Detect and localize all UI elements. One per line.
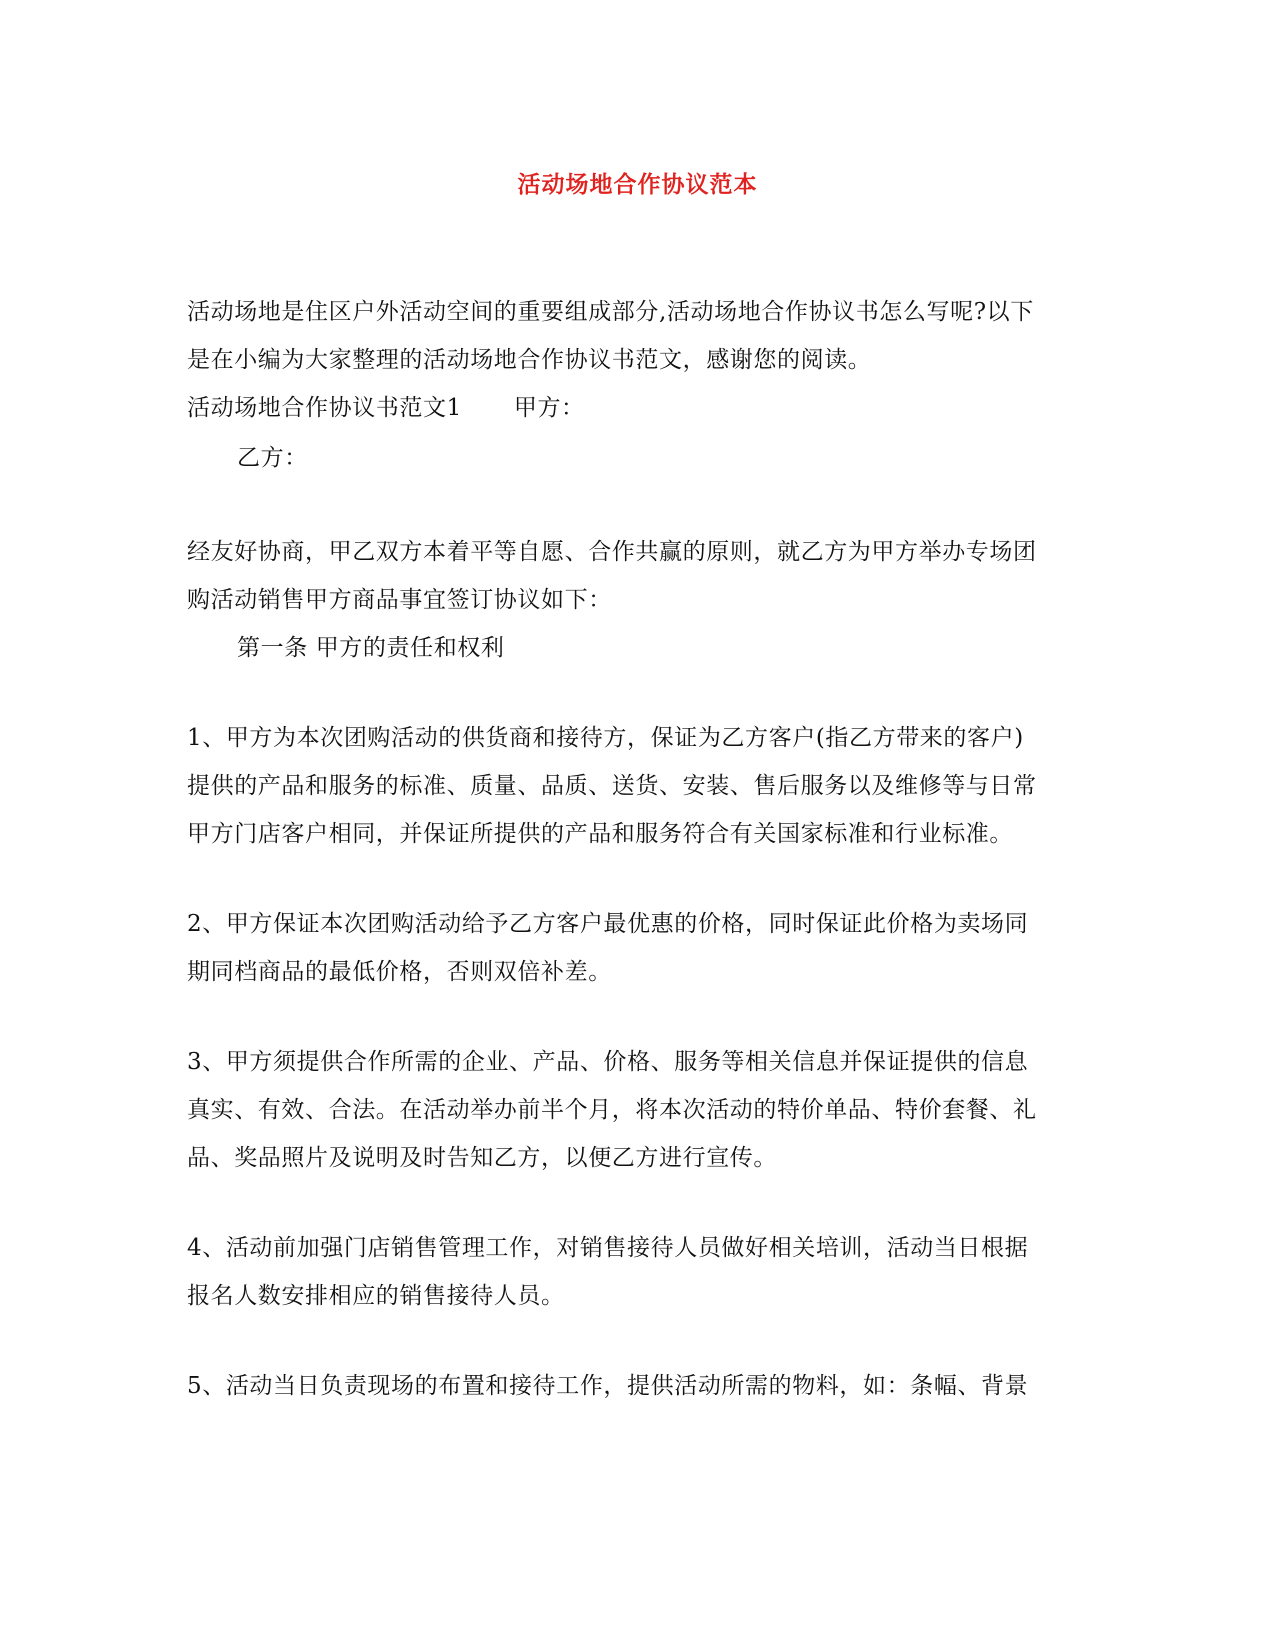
sample-heading: 活动场地合作协议书范文1 [187,395,462,421]
preamble-line-2: 购活动销售甲方商品事宜签订协议如下： [187,587,612,613]
clause-2-line-1: 2、甲方保证本次团购活动给予乙方客户最优惠的价格，同时保证此价格为卖场同 [187,911,1029,937]
article-1-heading: 第一条 甲方的责任和权利 [237,635,505,661]
clause-4-line-2: 报名人数安排相应的销售接待人员。 [187,1283,565,1309]
party-b-label: 乙方： [237,445,308,471]
document-title: 活动场地合作协议范本 [517,171,758,198]
party-a-label: 甲方： [513,395,585,421]
preamble-line-1: 经友好协商，甲乙双方本着平等自愿、合作共赢的原则，就乙方为甲方举办专场团 [187,539,1037,565]
clause-1-line-2: 提供的产品和服务的标准、质量、品质、送货、安装、售后服务以及维修等与日常 [187,773,1037,799]
clause-1-line-1: 1、甲方为本次团购活动的供货商和接待方，保证为乙方客户(指乙方带来的客户) [187,725,1024,751]
clause-5-line-1: 5、活动当日负责现场的布置和接待工作，提供活动所需的物料，如：条幅、背景 [187,1373,1029,1399]
clause-3-line-2: 真实、有效、合法。在活动举办前半个月，将本次活动的特价单品、特价套餐、礼 [187,1097,1037,1123]
clause-2-line-2: 期同档商品的最低价格，否则双倍补差。 [187,959,612,985]
intro-line-1: 活动场地是住区户外活动空间的重要组成部分,活动场地合作协议书怎么写呢?以下 [187,299,1034,325]
intro-line-2: 是在小编为大家整理的活动场地合作协议书范文，感谢您的阅读。 [187,347,872,373]
clause-3-line-3: 品、奖品照片及说明及时告知乙方，以便乙方进行宣传。 [187,1145,777,1171]
clause-1-line-3: 甲方门店客户相同，并保证所提供的产品和服务符合有关国家标准和行业标准。 [187,821,1013,847]
clause-3-line-1: 3、甲方须提供合作所需的企业、产品、价格、服务等相关信息并保证提供的信息 [187,1049,1029,1075]
sample-heading-row [187,393,585,423]
clause-4-line-1: 4、活动前加强门店销售管理工作，对销售接待人员做好相关培训，活动当日根据 [187,1235,1029,1261]
